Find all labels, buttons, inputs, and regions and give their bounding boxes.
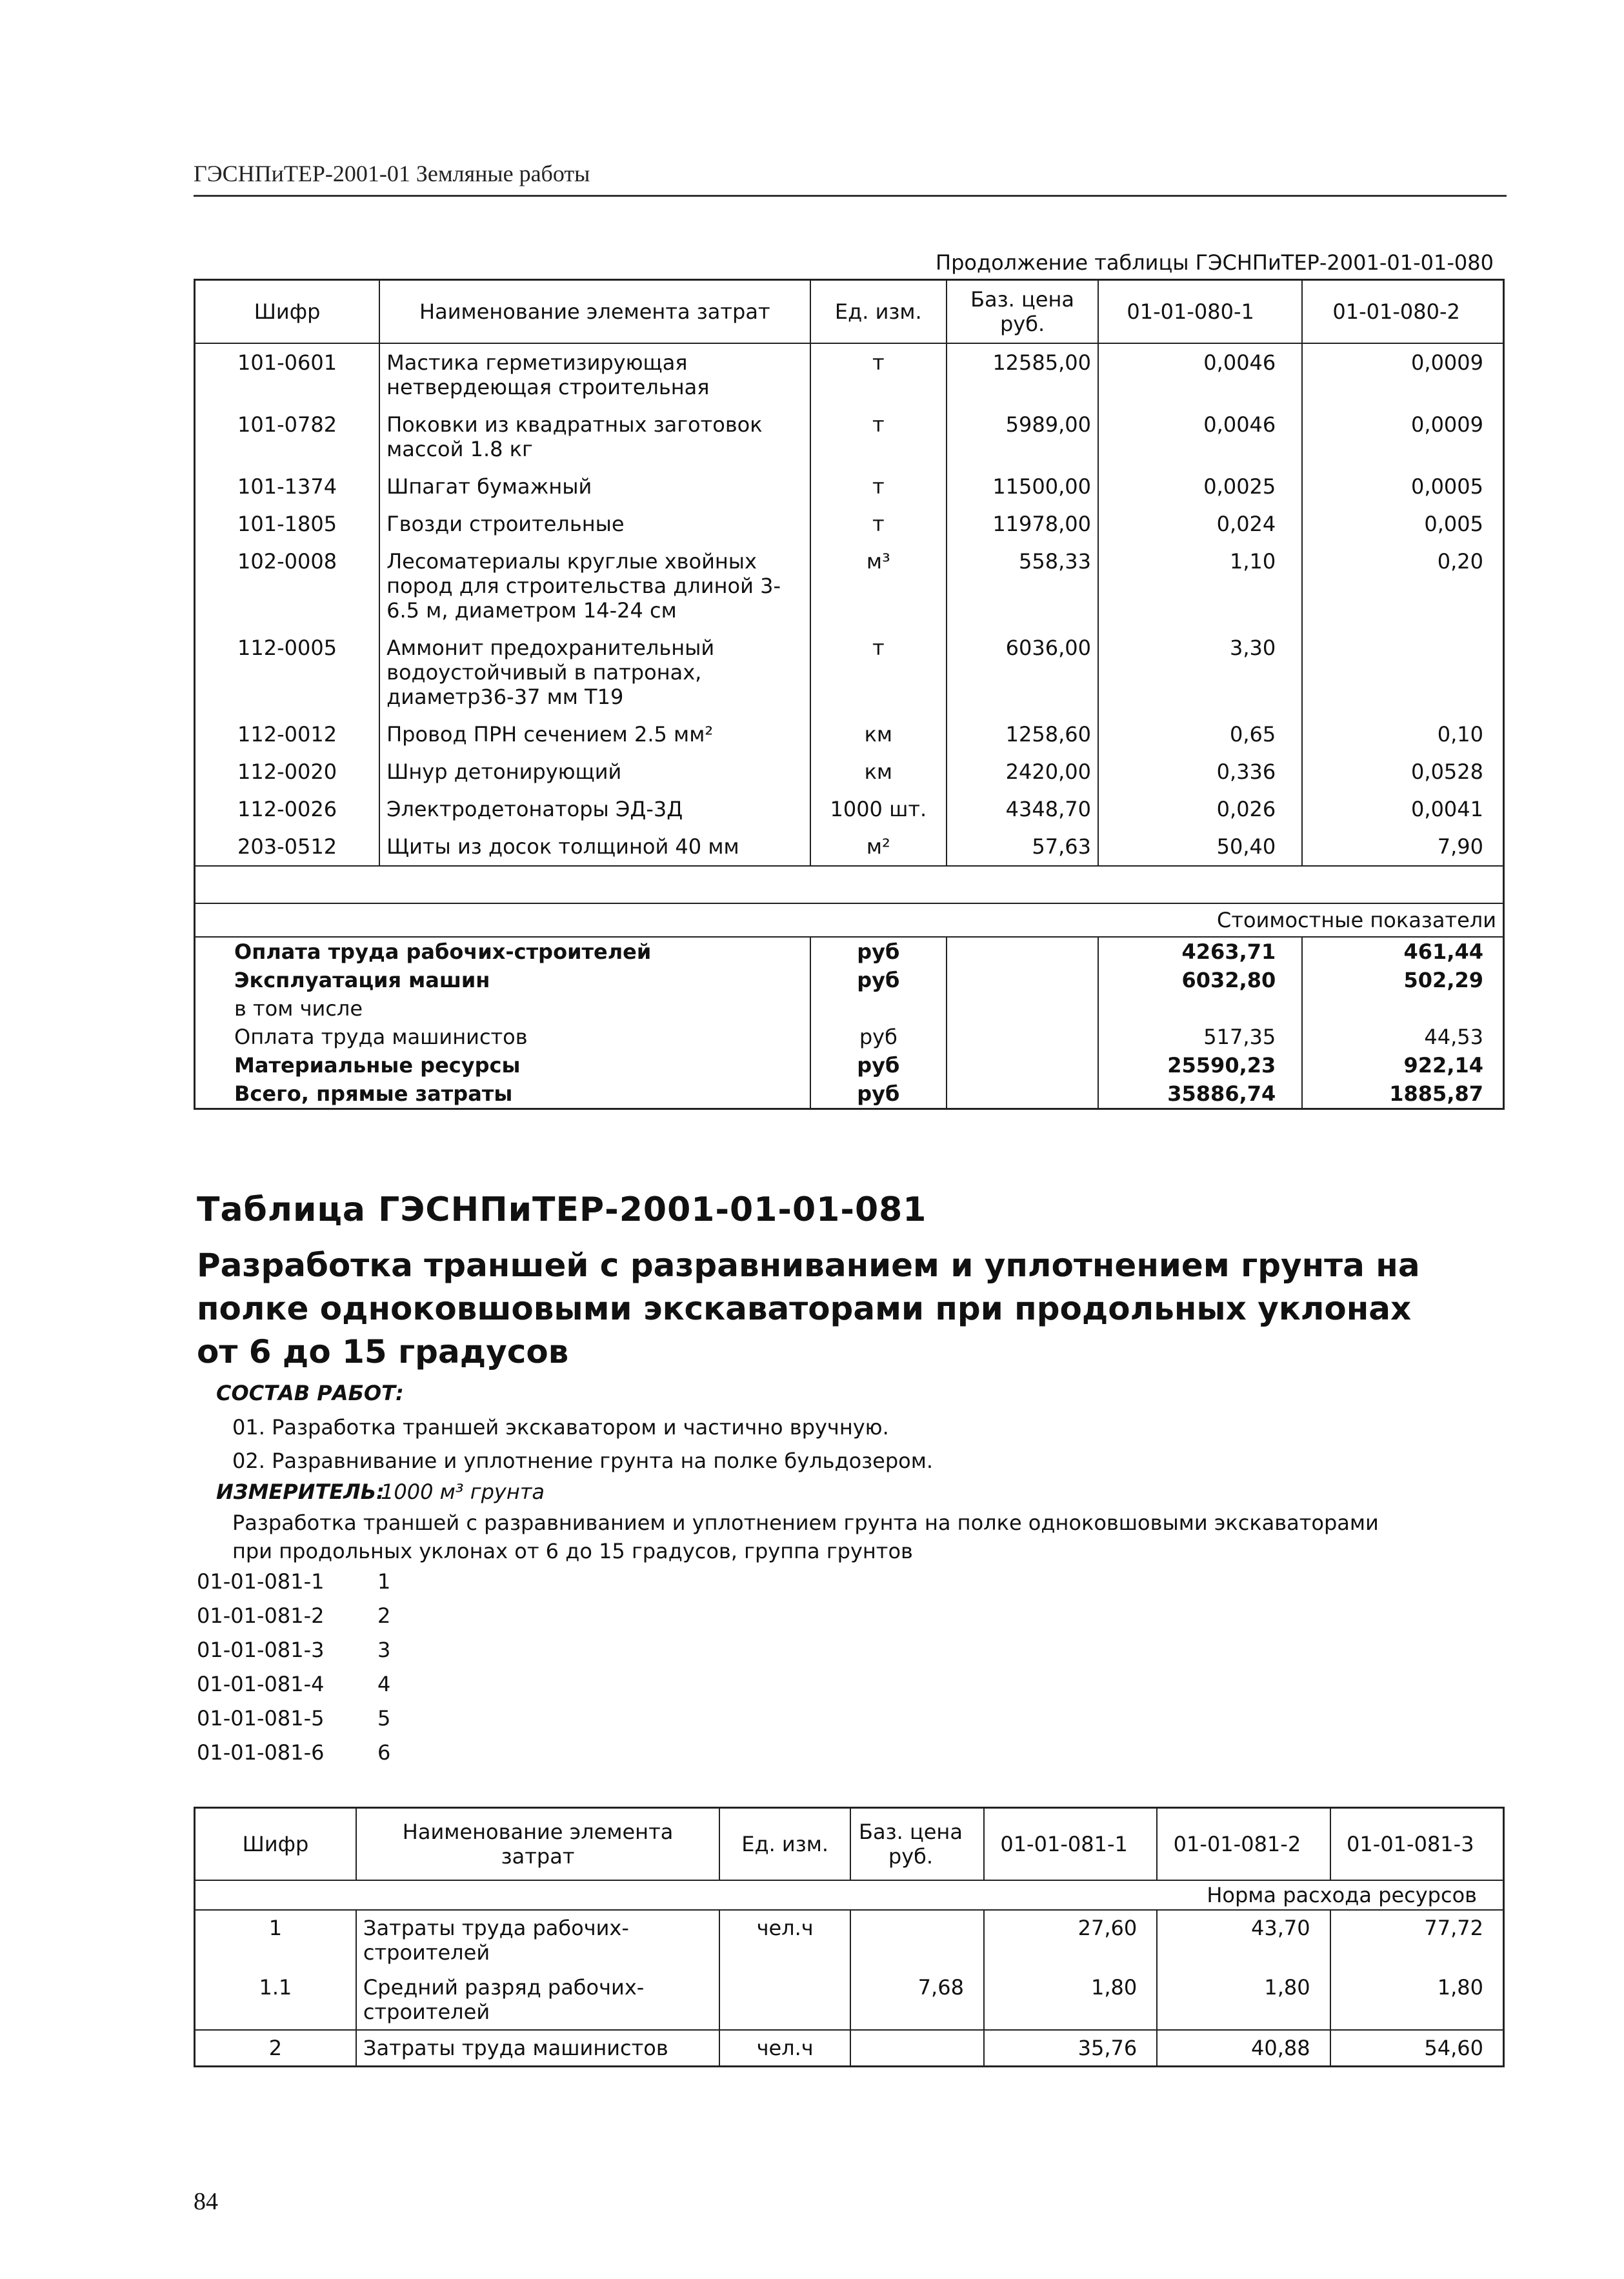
cost-indicators-heading: Стоимостные показатели (195, 903, 1504, 937)
table-row (195, 406, 1504, 468)
row-value-080-2: 0,20 (1302, 543, 1503, 629)
summary-name: в том числе (195, 994, 810, 1023)
row-unit: км (810, 716, 947, 753)
row-value-080-1: 0,026 (1098, 790, 1302, 828)
row-unit: т (810, 468, 947, 505)
row-name: Затраты труда машинистов (356, 2030, 719, 2067)
summary-value-080-1: 517,35 (1098, 1023, 1302, 1051)
row-value-080-1: 0,0046 (1098, 406, 1302, 468)
norm-heading: Норма расхода ресурсов (195, 1880, 1504, 1910)
soil-group: 3 (377, 1638, 391, 1662)
norm-description: Разработка траншей с разравниванием и уплотнением грунта на полке одноковшовыми экскаваторами при продольных уклонах от 6 до 15 градусов, группа грунтов (232, 1511, 1379, 1563)
row-name: Шнур детонирующий (379, 753, 810, 790)
row-unit: чел.ч (719, 2030, 850, 2067)
row-value-081-3: 54,60 (1330, 2030, 1504, 2067)
norm-code: 01-01-081-3 (197, 1638, 325, 1662)
table-row (195, 1970, 1504, 2030)
column-header-code: Шифр (195, 1808, 356, 1881)
row-name: Лесоматериалы круглые хвойных пород для строительства длиной 3-6.5 м, диаметром 14-24 см (379, 543, 810, 629)
row-value-080-1: 0,336 (1098, 753, 1302, 790)
column-header-price: Баз. цена руб. (850, 1808, 984, 1881)
row-value-081-1: 27,60 (984, 1910, 1157, 1970)
row-value-080-2: 0,0009 (1302, 343, 1503, 406)
summary-row (195, 1079, 1504, 1109)
summary-value-080-2: 1885,87 (1302, 1079, 1503, 1109)
row-value-080-1: 0,0046 (1098, 343, 1302, 406)
row-value-081-2: 43,70 (1157, 1910, 1330, 1970)
summary-value-080-2: 461,44 (1302, 937, 1503, 966)
column-header-code: Шифр (195, 280, 380, 344)
row-value-081-2: 1,80 (1157, 1970, 1330, 2030)
list-item (197, 1736, 390, 1770)
row-value-080-1: 0,0025 (1098, 468, 1302, 505)
row-price: 1258,60 (947, 716, 1098, 753)
soil-group: 6 (377, 1740, 391, 1765)
row-value-080-2: 7,90 (1302, 828, 1503, 866)
row-unit: чел.ч (719, 1910, 850, 1970)
summary-row (195, 937, 1504, 966)
column-header-081-2: 01-01-081-2 (1157, 1808, 1330, 1881)
summary-unit: руб (810, 1023, 947, 1051)
row-value-080-2 (1302, 629, 1503, 716)
row-unit: м³ (810, 543, 947, 629)
summary-value-080-2: 44,53 (1302, 1023, 1503, 1051)
list-item (197, 1702, 390, 1736)
summary-unit: руб (810, 1051, 947, 1079)
row-value-080-2: 0,0528 (1302, 753, 1503, 790)
row-unit: т (810, 406, 947, 468)
row-unit: 1000 шт. (810, 790, 947, 828)
row-code: 1 (195, 1910, 356, 1970)
column-header-price: Баз. цена руб. (947, 280, 1098, 344)
row-value-080-1: 1,10 (1098, 543, 1302, 629)
summary-name: Оплата труда рабочих-строителей (195, 937, 810, 966)
norm-code: 01-01-081-4 (197, 1672, 325, 1696)
summary-unit: руб (810, 1079, 947, 1109)
column-header-080-1: 01-01-080-1 (1098, 280, 1302, 344)
measure-value: 1000 м³ грунта (381, 1480, 545, 1504)
soil-group: 2 (377, 1603, 391, 1628)
row-unit: т (810, 505, 947, 543)
header-divider (194, 195, 1507, 197)
resource-table-080 (194, 279, 1505, 1110)
summary-row (195, 966, 1504, 994)
measure-label: ИЗМЕРИТЕЛЬ: (216, 1480, 385, 1504)
row-price: 7,68 (850, 1970, 984, 2030)
table-row (195, 828, 1504, 866)
resource-table-081 (194, 1807, 1505, 2067)
summary-name: Оплата труда машинистов (195, 1023, 810, 1051)
row-value-080-2: 0,10 (1302, 716, 1503, 753)
row-code: 102-0008 (195, 543, 380, 629)
soil-group: 1 (377, 1569, 391, 1594)
soil-group: 4 (377, 1672, 391, 1696)
row-code: 101-0601 (195, 343, 380, 406)
row-price: 12585,00 (947, 343, 1098, 406)
row-price: 11500,00 (947, 468, 1098, 505)
summary-row (195, 994, 1504, 1023)
table-continuation-caption: Продолжение таблицы ГЭСНПиТЕР-2001-01-01-080 (936, 250, 1494, 275)
row-price: 11978,00 (947, 505, 1098, 543)
row-name: Гвозди строительные (379, 505, 810, 543)
row-name: Провод ПРН сечением 2.5 мм² (379, 716, 810, 753)
row-value-081-3: 77,72 (1330, 1910, 1504, 1970)
row-value-081-1: 1,80 (984, 1970, 1157, 2030)
row-code: 203-0512 (195, 828, 380, 866)
table-row (195, 468, 1504, 505)
summary-row (195, 1023, 1504, 1051)
row-name: Щиты из досок толщиной 40 мм (379, 828, 810, 866)
summary-value-080-1: 4263,71 (1098, 937, 1302, 966)
row-name: Поковки из квадратных заготовок массой 1.8 кг (379, 406, 810, 468)
table-row (195, 753, 1504, 790)
table-spacer-row (195, 866, 1504, 903)
row-value-080-1: 50,40 (1098, 828, 1302, 866)
norm-code-list (197, 1565, 390, 1770)
work-composition-label: СОСТАВ РАБОТ: (216, 1381, 404, 1405)
row-unit: т (810, 343, 947, 406)
row-name: Средний разряд рабочих-строителей (356, 1970, 719, 2030)
norm-code: 01-01-081-6 (197, 1740, 325, 1765)
row-price: 4348,70 (947, 790, 1098, 828)
summary-name: Эксплуатация машин (195, 966, 810, 994)
row-code: 112-0012 (195, 716, 380, 753)
row-value-081-1: 35,76 (984, 2030, 1157, 2067)
row-price (850, 1910, 984, 1970)
table-row (195, 505, 1504, 543)
table-title: Таблица ГЭСНПиТЕР-2001-01-01-081 (197, 1190, 927, 1229)
summary-name: Всего, прямые затраты (195, 1079, 810, 1109)
work-item: 01. Разработка траншей экскаватором и частично вручную. (232, 1415, 889, 1440)
row-name: Мастика герметизирующая нетвердеющая строительная (379, 343, 810, 406)
column-header-name: Наименование элемента затрат (356, 1808, 719, 1881)
row-value-080-1: 0,024 (1098, 505, 1302, 543)
row-value-080-2: 0,0005 (1302, 468, 1503, 505)
table-row (195, 543, 1504, 629)
column-header-unit: Ед. изм. (719, 1808, 850, 1881)
summary-name: Материальные ресурсы (195, 1051, 810, 1079)
running-header: ГЭСНПиТЕР-2001-01 Земляные работы (194, 161, 590, 186)
row-value-081-3: 1,80 (1330, 1970, 1504, 2030)
norm-code: 01-01-081-5 (197, 1706, 325, 1731)
row-price: 57,63 (947, 828, 1098, 866)
row-price: 6036,00 (947, 629, 1098, 716)
table-row (195, 1910, 1504, 1970)
row-price: 558,33 (947, 543, 1098, 629)
column-header-unit: Ед. изм. (810, 280, 947, 344)
table-row (195, 716, 1504, 753)
summary-row (195, 1051, 1504, 1079)
row-code: 101-0782 (195, 406, 380, 468)
list-item (197, 1565, 390, 1599)
page-number: 84 (194, 2188, 218, 2215)
row-unit: км (810, 753, 947, 790)
norm-code: 01-01-081-1 (197, 1569, 325, 1594)
row-code: 112-0005 (195, 629, 380, 716)
summary-value-080-1: 35886,74 (1098, 1079, 1302, 1109)
list-item (197, 1667, 390, 1702)
row-code: 2 (195, 2030, 356, 2067)
row-code: 1.1 (195, 1970, 356, 2030)
row-value-080-2: 0,0009 (1302, 406, 1503, 468)
list-item (197, 1633, 390, 1667)
column-header-081-3: 01-01-081-3 (1330, 1808, 1504, 1881)
column-header-081-1: 01-01-081-1 (984, 1808, 1157, 1881)
row-name: Затраты труда рабочих-строителей (356, 1910, 719, 1970)
summary-value-080-1: 25590,23 (1098, 1051, 1302, 1079)
row-price: 2420,00 (947, 753, 1098, 790)
row-value-080-1: 3,30 (1098, 629, 1302, 716)
table-row (195, 343, 1504, 406)
summary-unit: руб (810, 937, 947, 966)
list-item (197, 1599, 390, 1633)
work-item: 02. Разравнивание и уплотнение грунта на полке бульдозером. (232, 1449, 934, 1473)
summary-value-080-2: 922,14 (1302, 1051, 1503, 1079)
table-row (195, 790, 1504, 828)
summary-value-080-2: 502,29 (1302, 966, 1503, 994)
row-code: 112-0020 (195, 753, 380, 790)
row-unit: м² (810, 828, 947, 866)
row-value-080-1: 0,65 (1098, 716, 1302, 753)
column-header-080-2: 01-01-080-2 (1302, 280, 1503, 344)
table-row (195, 629, 1504, 716)
soil-group: 5 (377, 1706, 391, 1731)
cost-indicators-row (195, 903, 1504, 937)
row-price: 5989,00 (947, 406, 1098, 468)
summary-value-080-1: 6032,80 (1098, 966, 1302, 994)
row-unit: т (810, 629, 947, 716)
row-code: 101-1805 (195, 505, 380, 543)
row-unit (719, 1970, 850, 2030)
norm-code: 01-01-081-2 (197, 1603, 325, 1628)
row-value-081-2: 40,88 (1157, 2030, 1330, 2067)
norm-heading-row (195, 1880, 1504, 1910)
row-code: 112-0026 (195, 790, 380, 828)
row-name: Электродетонаторы ЭД-3Д (379, 790, 810, 828)
section-heading: Разработка траншей с разравниванием и уплотнением грунта на полке одноковшовыми экскаваторами при продольных уклонах от 6 до 15 градусов (197, 1247, 1420, 1370)
table-row (195, 2030, 1504, 2067)
row-code: 101-1374 (195, 468, 380, 505)
row-price (850, 2030, 984, 2067)
row-value-080-2: 0,0041 (1302, 790, 1503, 828)
row-name: Аммонит предохранительный водоустойчивый в патронах, диаметр36-37 мм Т19 (379, 629, 810, 716)
row-name: Шпагат бумажный (379, 468, 810, 505)
summary-unit: руб (810, 966, 947, 994)
column-header-name: Наименование элемента затрат (379, 280, 810, 344)
row-value-080-2: 0,005 (1302, 505, 1503, 543)
